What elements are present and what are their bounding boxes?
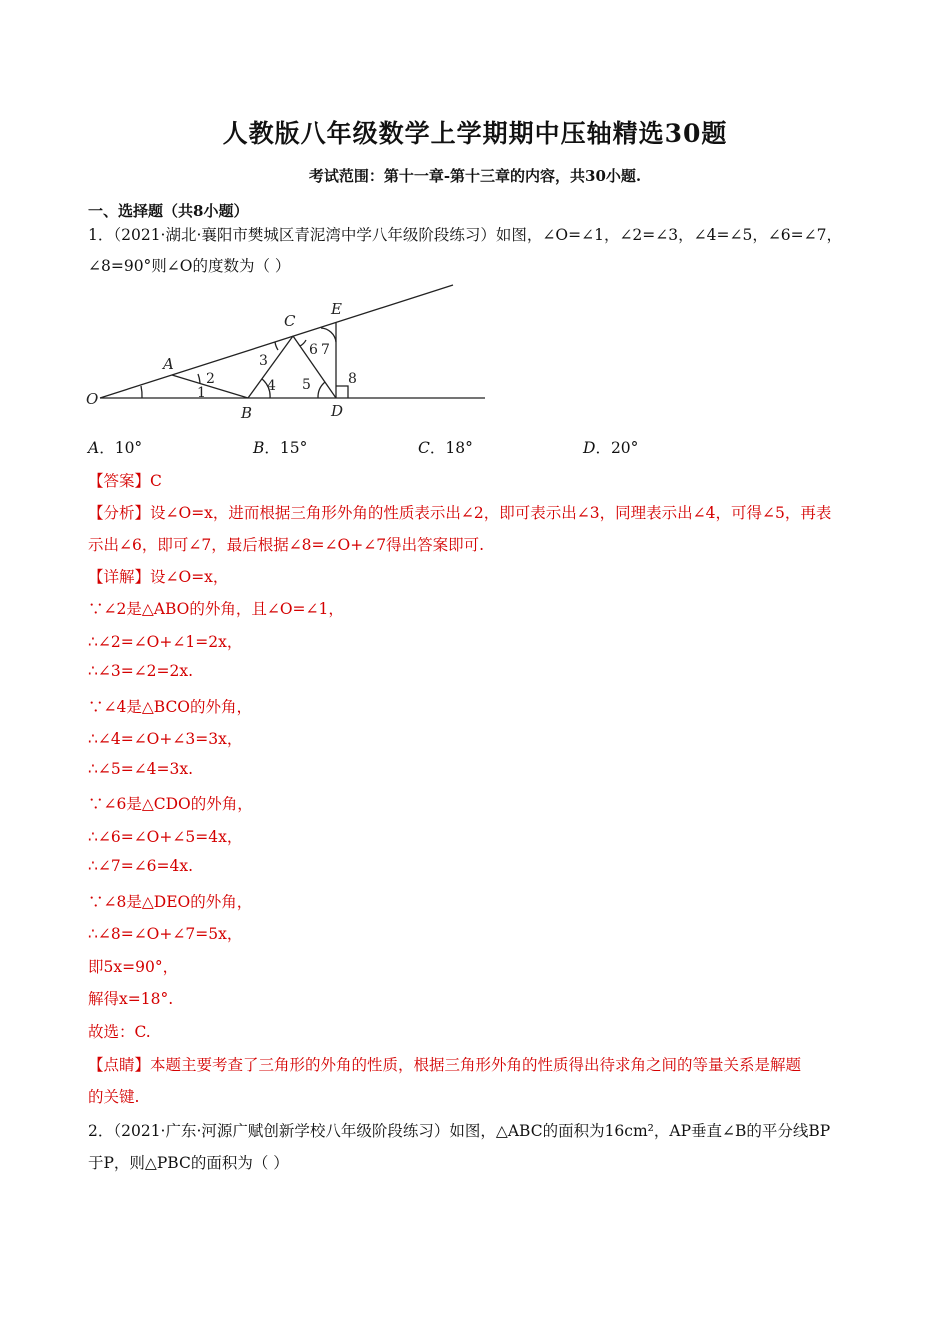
exam-scope: 考试范围：第十一章-第十三章的内容，共30小题. bbox=[308, 167, 642, 185]
q1-answer: 【答案】C bbox=[88, 472, 162, 490]
label-angle-7: 7 bbox=[321, 342, 330, 358]
q2-stem-line2: 于P，则△PBC的面积为（ ） bbox=[88, 1154, 289, 1172]
q1-detail-line: 【详解】设∠O=x， bbox=[88, 568, 229, 586]
q1-option-b: B．15° bbox=[253, 439, 308, 457]
document-title: 人教版八年级数学上学期期中压轴精选30题 bbox=[222, 119, 728, 148]
upper-ray bbox=[100, 285, 453, 398]
label-angle-2: 2 bbox=[206, 371, 215, 387]
arc-angle-7 bbox=[321, 328, 336, 342]
label-O: O bbox=[86, 390, 99, 408]
q1-detail-line: ∴∠4=∠O+∠3=3x， bbox=[88, 730, 243, 748]
label-angle-3: 3 bbox=[259, 353, 268, 369]
q1-stem-line1: 1．（2021·湖北·襄阳市樊城区青泥湾中学八年级阶段练习）如图，∠O=∠1，∠2=∠3，∠4=∠5，∠6=∠7， bbox=[88, 226, 842, 244]
arc-angle-1 bbox=[141, 386, 142, 398]
q1-detail-line: 故选：C. bbox=[88, 1023, 151, 1041]
label-angle-5: 5 bbox=[302, 377, 311, 393]
q1-detail-line: ∴∠5=∠4=3x. bbox=[88, 760, 194, 778]
q1-geometry-figure bbox=[80, 280, 500, 430]
label-B: B bbox=[241, 404, 253, 422]
right-angle-mark bbox=[336, 386, 348, 398]
label-angle-8: 8 bbox=[348, 371, 357, 387]
q1-detail-line: ∵∠4是△BCO的外角， bbox=[88, 698, 253, 716]
arc-angle-3 bbox=[275, 342, 278, 350]
label-A: A bbox=[163, 355, 174, 373]
q1-comment-line2: 的关键. bbox=[88, 1088, 140, 1106]
q1-option-d: D．20° bbox=[583, 439, 639, 457]
q1-analysis-line1: 【分析】设∠O=x，进而根据三角形外角的性质表示出∠2，即可表示出∠3，同理表示出∠4，可得∠5，再表 bbox=[88, 504, 832, 522]
section-heading: 一、选择题（共8小题） bbox=[88, 202, 249, 220]
q1-detail-line: ∴∠6=∠O+∠5=4x， bbox=[88, 828, 243, 846]
arc-angle-5 bbox=[318, 382, 325, 398]
q1-detail-line: ∴∠2=∠O+∠1=2x， bbox=[88, 633, 243, 651]
q1-detail-line: 解得x=18°. bbox=[88, 990, 174, 1008]
q1-detail-line: ∵∠8是△DEO的外角， bbox=[88, 893, 253, 911]
q1-detail-line: ∴∠8=∠O+∠7=5x， bbox=[88, 925, 243, 943]
q1-option-a: A．10° bbox=[88, 439, 143, 457]
q1-stem-line2: ∠8=90°则∠O的度数为（ ） bbox=[88, 257, 291, 275]
q2-stem-line1: 2．（2021·广东·河源广赋创新学校八年级阶段练习）如图，△ABC的面积为16cm²，AP垂直∠B的平分线BP bbox=[88, 1122, 831, 1140]
label-D: D bbox=[331, 402, 344, 420]
q1-detail-line: ∴∠3=∠2=2x. bbox=[88, 662, 194, 680]
q1-detail-line: ∵∠6是△CDO的外角， bbox=[88, 795, 253, 813]
q1-comment-line1: 【点睛】本题主要考查了三角形的外角的性质，根据三角形外角的性质得出待求角之间的等量关系是解题 bbox=[88, 1056, 802, 1074]
q1-option-c: C．18° bbox=[418, 439, 473, 457]
label-C: C bbox=[284, 312, 296, 330]
arc-angle-6 bbox=[300, 340, 306, 346]
label-angle-1: 1 bbox=[197, 385, 206, 401]
label-angle-6: 6 bbox=[309, 342, 318, 358]
q1-detail-line: 即5x=90°， bbox=[88, 958, 179, 976]
q1-detail-line: ∴∠7=∠6=4x. bbox=[88, 857, 194, 875]
label-angle-4: 4 bbox=[267, 378, 276, 394]
q1-analysis-line2: 示出∠6，即可∠7，最后根据∠8=∠O+∠7得出答案即可. bbox=[88, 536, 484, 554]
label-E: E bbox=[331, 300, 342, 318]
q1-detail-line: ∵∠2是△ABO的外角，且∠O=∠1， bbox=[88, 600, 344, 618]
